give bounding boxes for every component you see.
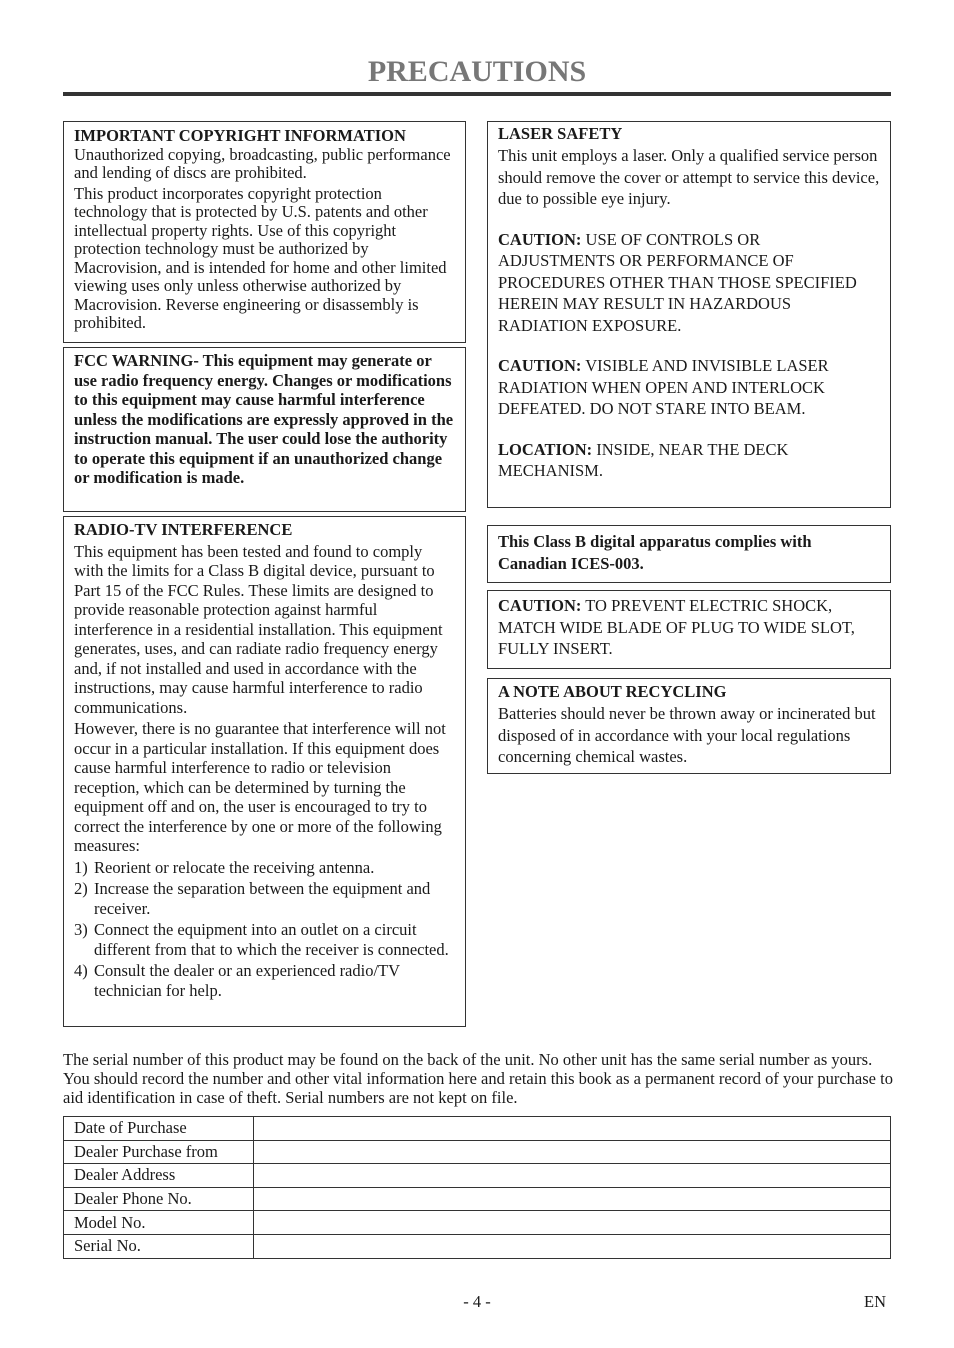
page-title: PRECAUTIONS (367, 55, 587, 88)
recycling-heading: A NOTE ABOUT RECYCLING (498, 682, 727, 701)
row-label: Dealer Address (64, 1164, 254, 1188)
measure-number: 4) (74, 961, 88, 980)
laser-caution-1 (498, 229, 880, 337)
fcc-warning-text: FCC WARNING- This equipment may generate or use radio frequency energy. Changes or modifications to this equipment may cause harmful interference unless the modifications are expressly approved in the instruction manual. The user could lose the authority to operate this equipment if an unauthorized change or modification is made. (74, 351, 454, 487)
measure-text: Increase the separation between the equipment and receiver. (94, 879, 431, 918)
row-label: Model No. (64, 1211, 254, 1235)
measure-text: Connect the equipment into an outlet on a circuit different from that to which the receiver is connected. (94, 920, 449, 959)
row-label: Date of Purchase (64, 1117, 254, 1141)
laser-paragraph: This unit employs a laser. Only a qualified service person should remove the cover or attempt to service this device, due to possible eye injury. (498, 146, 880, 208)
row-value (254, 1187, 891, 1211)
measure-number: 3) (74, 920, 88, 939)
laser-caution-2 (498, 355, 880, 420)
serial-note: The serial number of this product may be found on the back of the unit. No other unit has the same serial number as yours. You should record the number and other vital information here and retain this book as a permanent record of your purchase to aid identification in case of theft. Serial numbers are not kept on file. (63, 1050, 893, 1108)
class-b-box (487, 525, 891, 583)
list-item (74, 879, 455, 918)
caution-text: USE OF CONTROLS OR ADJUSTMENTS OR PERFORMANCE OF PROCEDURES OTHER THAN THOSE SPECIFIED HEREIN MAY RESULT IN HAZARDOUS RADIATION EXPOSURE. (498, 229, 857, 335)
list-item (74, 961, 455, 1000)
table-row (64, 1187, 891, 1211)
row-value (254, 1164, 891, 1188)
row-label: Dealer Phone No. (64, 1187, 254, 1211)
page-number: - 4 - (463, 1292, 491, 1311)
fcc-warning-box (63, 347, 466, 512)
laser-safety-box (487, 121, 891, 508)
table-row (64, 1234, 891, 1258)
row-value (254, 1117, 891, 1141)
table-row (64, 1117, 891, 1141)
location-label: LOCATION: (498, 439, 593, 459)
row-value (254, 1211, 891, 1235)
caution-label: CAUTION: (498, 356, 582, 375)
caution-text: TO PREVENT ELECTRIC SHOCK, MATCH WIDE BLADE OF PLUG TO WIDE SLOT, FULLY INSERT. (498, 596, 855, 658)
row-label: Dealer Purchase from (64, 1140, 254, 1164)
shock-caution-box (487, 590, 891, 669)
table-row (64, 1140, 891, 1164)
title-rule (63, 92, 891, 96)
measure-text: Reorient or relocate the receiving antenna. (94, 857, 375, 877)
measure-number: 1) (74, 857, 88, 877)
caution-label: CAUTION: (498, 229, 582, 249)
class-b-text: This Class B digital apparatus complies with Canadian ICES-003. (498, 532, 812, 573)
purchase-record-table (63, 1116, 891, 1259)
table-row (64, 1164, 891, 1188)
laser-location (498, 439, 880, 482)
shock-caution (498, 595, 880, 660)
caution-label: CAUTION: (498, 596, 582, 615)
recycling-text: Batteries should never be thrown away or incinerated but disposed of in accordance with your local regulations concerning chemical wastes. (498, 704, 876, 766)
row-value (254, 1234, 891, 1258)
location-text: INSIDE, NEAR THE DECK MECHANISM. (498, 439, 789, 480)
radio-tv-paragraph-1: This equipment has been tested and found to comply with the limits for a Class B digital device, pursuant to Part 15 of the FCC Rules. These limits are designed to provide reasonable protection against harmful interference in a residential installation. This equipment generates, uses, and can radiate radio frequency energy and, if not installed and used in accordance with the instructions, may cause harmful interference to radio communications. (74, 541, 443, 717)
measure-number: 2) (74, 879, 88, 898)
row-label: Serial No. (64, 1234, 254, 1258)
copyright-box (63, 121, 466, 343)
row-value (254, 1140, 891, 1164)
caution-text: VISIBLE AND INVISIBLE LASER RADIATION WHEN OPEN AND INTERLOCK DEFEATED. DO NOT STARE INTO BEAM. (498, 356, 829, 418)
copyright-paragraph-2: This product incorporates copyright protection technology that is protected by U.S. patents and other intellectual property rights. Use of this copyright protection technology must be authorized by Macrovision, and is intended for home and other limited viewing uses only unless otherwise authorized by Macrovision. Reverse engineering or disassembly is prohibited. (74, 183, 447, 332)
list-item (74, 920, 455, 959)
list-item (74, 858, 455, 878)
radio-tv-box (63, 516, 466, 1027)
copyright-paragraph-1: Unauthorized copying, broadcasting, public performance and lending of discs are prohibited. (74, 144, 451, 182)
measure-text: Consult the dealer or an experienced radio/TV technician for help. (94, 961, 400, 1000)
table-row (64, 1211, 891, 1235)
recycling-box (487, 678, 891, 774)
laser-heading: LASER SAFETY (498, 124, 623, 143)
radio-tv-paragraph-2: However, there is no guarantee that interference will not occur in a particular installation. If this equipment does cause harmful interference to radio or television reception, which can be determined by turning the equipment off and on, the user is encouraged to try to correct the interference by one or more of the following measures: (74, 719, 446, 855)
radio-tv-heading: RADIO-TV INTERFERENCE (74, 520, 293, 539)
measures-list (74, 858, 455, 1001)
language-code: EN (864, 1292, 886, 1311)
copyright-heading: IMPORTANT COPYRIGHT INFORMATION (74, 126, 406, 145)
